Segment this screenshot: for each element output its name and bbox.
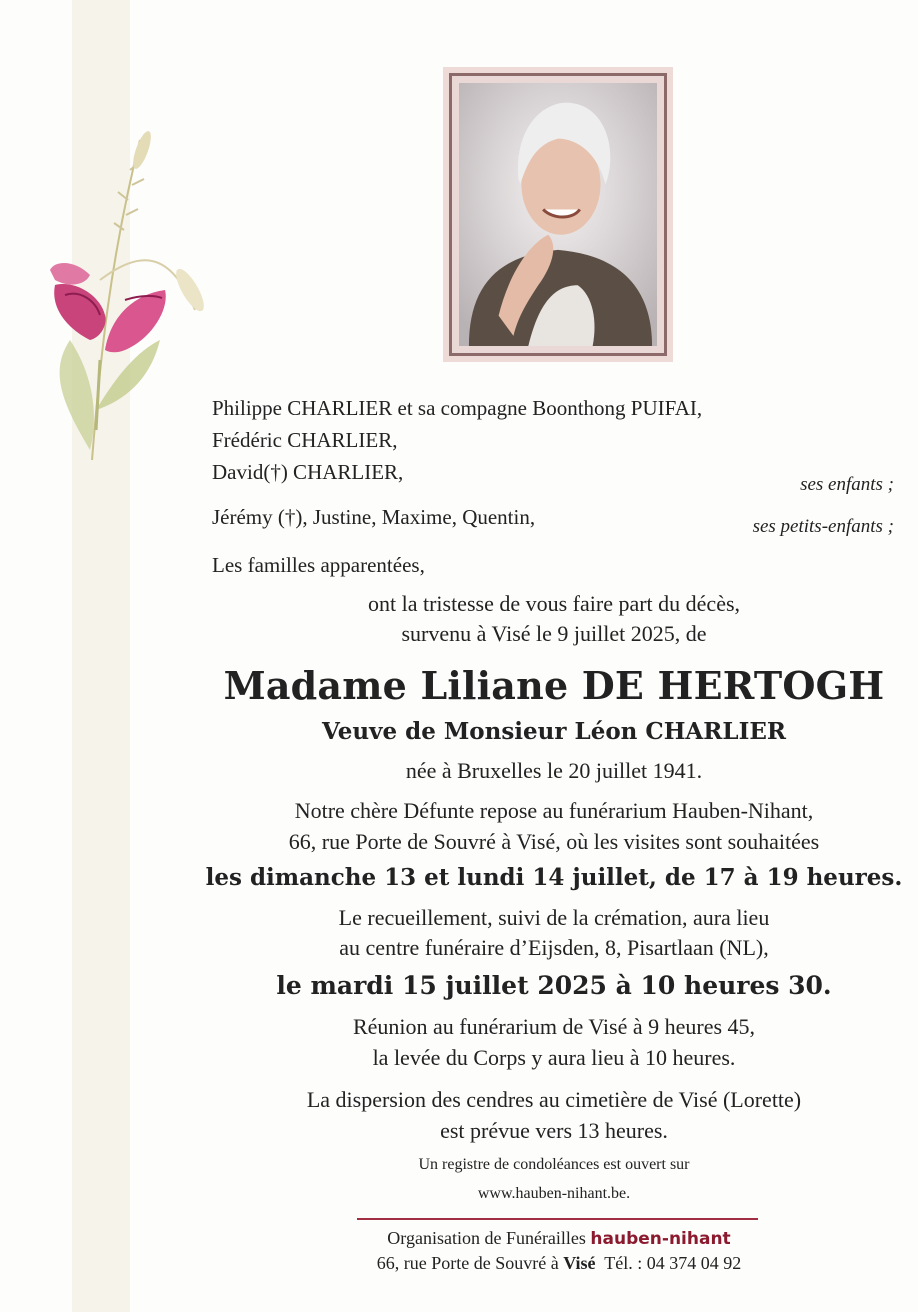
portrait-frame [443,67,673,362]
ceremony-line-2: au centre funéraire d’Eijsden, 8, Pisartlaan (NL), [339,935,769,960]
ashes-line-1: La dispersion des cendres au cimetière de Visé (Lorette) [306,1087,802,1112]
birth-info: née à Bruxelles le 20 juillet 1941. [405,758,703,783]
footer-divider [357,1218,758,1220]
relation-children: ses enfants ; [800,474,894,495]
calla-lily-illustration [30,110,220,470]
portrait-photo [459,83,657,346]
ceremony-line-1: Le recueillement, suivi de la crémation, aura lieu [338,905,770,930]
register-line-1: Un registre de condoléances est ouvert sur [418,1156,690,1173]
visits-line-1: Notre chère Défunte repose au funérarium Hauben-Nihant, [294,798,814,823]
brand-logo: hauben-nihant [590,1229,731,1249]
announcement-line-1: ont la tristesse de vous faire part du décès, [367,591,741,616]
visits-line-2: 66, rue Porte de Souvré à Visé, où les visites sont souhaitées [288,829,820,854]
meeting-line-2: la levée du Corps y aura lieu à 10 heures. [372,1045,736,1070]
register-website[interactable]: www.hauben-nihant.be. [477,1185,631,1202]
family-line-relatives: Les familles apparentées, [212,553,425,577]
footer-phone: Tél. : 04 374 04 92 [604,1253,742,1273]
announcement-line-2: survenu à Visé le 9 juillet 2025, de [401,621,707,646]
deceased-name: Madame Liliane DE HERTOGH [223,663,885,708]
footer-address-city: Visé [563,1253,596,1273]
footer-org-prefix: Organisation de Funérailles [387,1228,586,1248]
widow-of: Veuve de Monsieur Léon CHARLIER [322,718,786,745]
footer-address [0,1253,918,1274]
footer-address-prefix: 66, rue Porte de Souvré à [376,1253,559,1273]
relation-grandchildren: ses petits-enfants ; [752,516,894,537]
visits-dates: les dimanche 13 et lundi 14 juillet, de 17 à 19 heures. [205,864,903,891]
meeting-line-1: Réunion au funérarium de Visé à 9 heures 45, [352,1014,756,1039]
family-line-children-2: Frédéric CHARLIER, [212,428,398,452]
family-line-children-1: Philippe CHARLIER et sa compagne Boonthong PUIFAI, [212,396,703,420]
family-line-children-3: David(†) CHARLIER, [212,460,404,484]
family-line-grandchildren: Jérémy (†), Justine, Maxime, Quentin, [212,505,536,529]
ceremony-date: le mardi 15 juillet 2025 à 10 heures 30. [276,971,832,1000]
ashes-line-2: est prévue vers 13 heures. [440,1118,668,1143]
footer-organisation [0,1228,918,1249]
